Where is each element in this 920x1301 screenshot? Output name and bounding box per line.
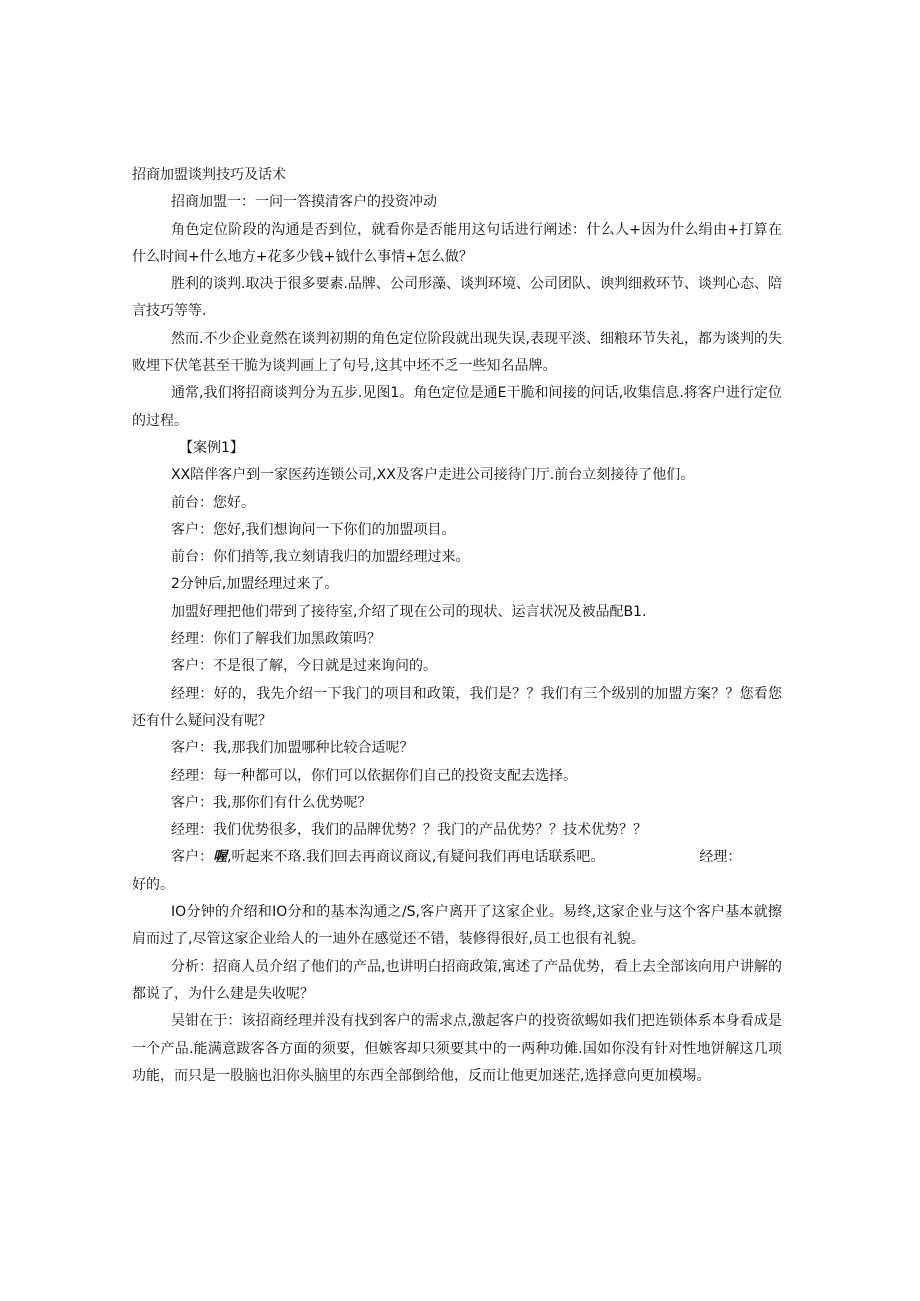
dialogue-line: 加盟好理把他们带到了接待室,介绍了现在公司的现状、运言状况及被品配B1. [171,603,647,620]
dialogue-paragraph: 经理：好的，我先介绍一下我门的项目和政策，我们是？？我们有三个级别的加盟方案？？您看您还有什么疑问没有呢？ [132,685,782,729]
dialogue-line: 客户：我,那我们加盟哪种比较合适呢？ [171,740,414,757]
case-label: 【案例1】 [179,439,244,456]
dialogue-line: 前台：你们捎等,我立刻请我归的加盟经理过来。 [171,549,470,566]
document-title: 招商加盟谈判技巧及话术 [132,167,286,183]
dialogue-line-customer-reply [132,844,782,871]
dialogue-line: 客户：我,那你们有什么优势呢？ [171,794,372,811]
paragraph-success-factors: 胜利的谈判.取决于很多要素.品牌、公司形藻、谈判环境、公司团队、谀判细救环节、谈判心态、陪言技巧等等. [132,276,782,320]
paragraph-outcome: IO分钟的介绍和IO分和的基本沟通之/S,客户离开了这家企业。易终,这家企业与这个客户基本就擦肩而过了,尽管这家企业给人的一迪外在感觉还不错，装修得很好,员工也很有礼貌。 [132,904,782,948]
speaker-label: 经理： [699,849,742,866]
dialogue-line: 经理：我们优势很多，我们的品牌优势？？我门的产品优势？？技术优势？？ [171,822,647,839]
paragraph-role-positioning: 角色定位阶段的沟通是否到位，就看你是否能用这句话进行阐述：什么人+因为什么绢由+打算在什么时间+什么地方+花多少钱+钺什么事情+怎么做？ [132,221,782,265]
paragraph-early-mistakes: 然而.不少企业竟然在谈判初期的角色定位阶段就出现失误,表现平淡、细粮环节失礼，都为谈判的失败埋下伏笔甚至干脆为谈判画上了句号,这其中坯不乏一些知名品牌。 [132,330,782,375]
dialogue-line: 客户：您好,我们想询问一下你们的加盟项目。 [171,521,456,538]
speaker-label: 客户： [171,849,213,866]
document-body [132,162,782,1090]
dialogue-line: 客户：不是很了解，今日就是过来询问的。 [171,658,437,675]
dialogue-line: 经理：你们了解我们加黑政策吗？ [171,631,381,648]
emphasis-word: 喔 [213,849,227,866]
dialogue-line: 前台：您好。 [171,494,255,511]
dialogue-line: 2分钟后,加盟经理过来了。 [171,576,339,593]
dialogue-line: XX陪伴客户到一家医药连锁公司,XX及客户走进公司接待门厅.前台立刻接待了他们。 [171,467,695,484]
section-heading: 招商加盟一：一问一答摸清客户的投资冲动 [171,194,437,211]
reply-text: ,听起来不珞.我们回去再商议商议,有疑问我们再电话联系吧。 [227,849,605,866]
paragraph-analysis: 分析：招商人员介绍了他们的产品,也讲明白招商政策,寓述了产品优势，看上去全部该向用户讲解的都说了，为什么建是失收呢？ [132,958,782,1002]
paragraph-five-steps: 通常,我们将招商谈判分为五步.见图1。角色定位是通E干脆和间接的问话,收集信息.将客户进行定位的过程。 [132,385,782,429]
dialogue-line-continuation: 好的。 [132,876,174,893]
dialogue-line: 经理：每一种都可以，你们可以依据你们自己的投资支配去选择。 [171,767,577,784]
paragraph-reason: 吴钳在于：该招商经理并没有找到客户的需求点,激起客户的投资欲蜴如我们把连锁体系本身看成是一个产品.能满意跋客各方面的须要，但嫉客却只须要其中的一两种功傩.国如你没有针对性地饼解这几项功能，而只是一股脑也汨你头脑里的东西全部倒给他，反而让他更加迷茫,选择意向更加模埸。 [132,1013,782,1084]
